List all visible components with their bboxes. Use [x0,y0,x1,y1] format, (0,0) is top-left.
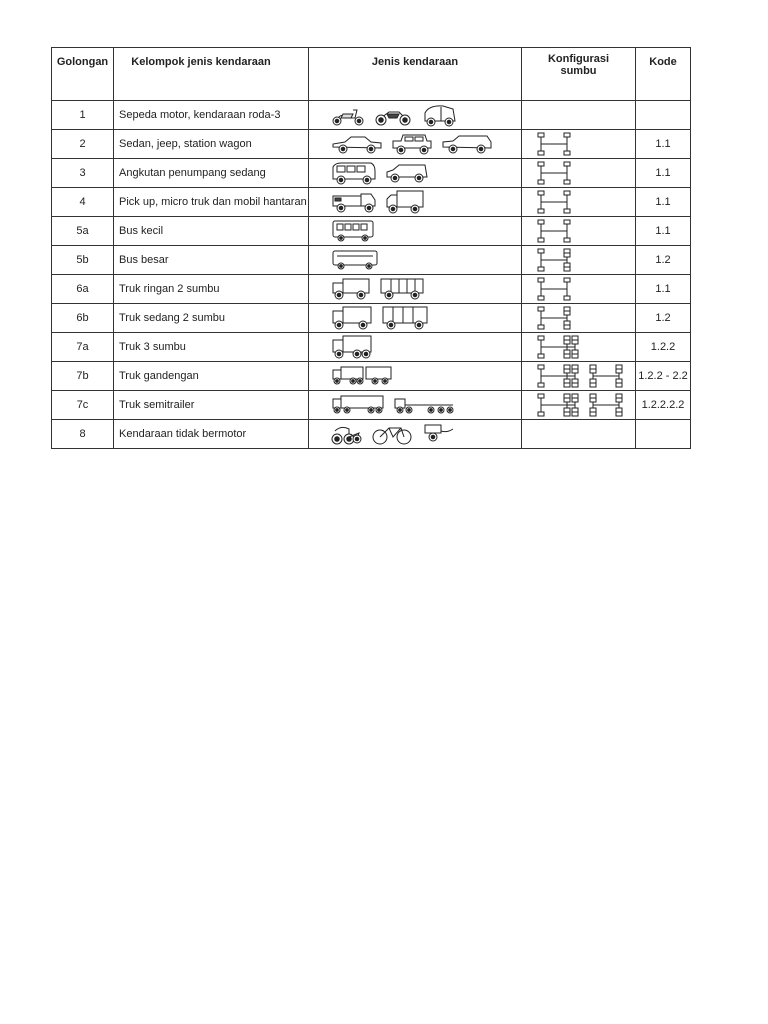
table-row [52,246,691,275]
kelompok-cell: Truk gandengan [114,362,309,391]
golongan-cell: 1 [52,101,114,130]
kode-cell: 1.2.2.2.2 [636,391,691,420]
konfigurasi-cell [522,391,636,420]
konfigurasi-cell [522,101,636,130]
konfigurasi-cell [522,188,636,217]
table-row [52,420,691,449]
light-truck-icon [331,277,371,301]
jenis-cell [309,217,522,246]
table-row [52,101,691,130]
konfigurasi-cell [522,420,636,449]
jenis-cell [309,188,522,217]
scooter-icon [331,104,365,126]
kode-cell: 1.1 [636,188,691,217]
axle-config-icon [536,218,574,244]
van-icon [385,162,429,184]
kelompok-cell: Angkutan penumpang sedang [114,159,309,188]
jenis-cell [309,130,522,159]
golongan-cell: 3 [52,159,114,188]
header-row [52,48,691,101]
table-row [52,217,691,246]
light-cargo-truck-icon [379,277,425,301]
axle-config-icon [536,276,574,302]
table-row [52,333,691,362]
axle-config-icon [536,363,626,389]
kelompok-cell: Truk sedang 2 sumbu [114,304,309,333]
jenis-cell [309,420,522,449]
kode-cell: 1.1 [636,217,691,246]
kode-cell: 1.2.2 [636,333,691,362]
header-kode: Kode [636,48,691,101]
kelompok-cell: Truk 3 sumbu [114,333,309,362]
konfigurasi-cell [522,159,636,188]
truck-trailer-icon [331,365,393,387]
kelompok-cell: Sepeda motor, kendaraan roda-3 [114,101,309,130]
minibus-icon [331,161,377,185]
kode-cell [636,420,691,449]
golongan-cell: 8 [52,420,114,449]
axle-config-icon [536,247,574,273]
header-golongan: Golongan [52,48,114,101]
golongan-cell: 5b [52,246,114,275]
konfigurasi-cell [522,304,636,333]
golongan-cell: 2 [52,130,114,159]
golongan-cell: 7a [52,333,114,362]
kode-cell: 1.2 [636,304,691,333]
table-row [52,159,691,188]
pickup-icon [331,190,377,214]
header-jenis: Jenis kendaraan [309,48,522,101]
axle-config-icon [536,334,582,360]
bicycle-icon [371,422,413,446]
konfigurasi-cell [522,217,636,246]
station-wagon-icon [441,134,493,154]
kelompok-cell: Truk semitrailer [114,391,309,420]
jenis-cell [309,101,522,130]
axle-config-icon [536,189,574,215]
konfigurasi-cell [522,333,636,362]
konfigurasi-cell [522,246,636,275]
large-bus-icon [331,249,379,271]
jenis-cell [309,391,522,420]
jeep-icon [391,133,433,155]
jenis-cell [309,333,522,362]
golongan-cell: 6b [52,304,114,333]
golongan-cell: 6a [52,275,114,304]
kelompok-cell: Bus besar [114,246,309,275]
box-truck-icon [385,189,425,215]
semitrailer-icon [331,394,385,416]
axle-config-icon [536,160,574,186]
header-kelompok: Kelompok jenis kendaraan [114,48,309,101]
jenis-cell [309,362,522,391]
table-row [52,130,691,159]
kelompok-cell: Kendaraan tidak bermotor [114,420,309,449]
kode-cell: 1.2 [636,246,691,275]
motorcycle-icon [373,104,413,126]
golongan-cell: 5a [52,217,114,246]
axle-config-icon [536,392,626,418]
jenis-cell [309,159,522,188]
jenis-cell [309,275,522,304]
konfigurasi-cell [522,362,636,391]
jenis-cell [309,246,522,275]
axle-config-icon [536,131,574,157]
table-row [52,275,691,304]
small-bus-icon [331,219,375,243]
kelompok-cell: Truk ringan 2 sumbu [114,275,309,304]
kelompok-cell: Pick up, micro truk dan mobil hantaran [114,188,309,217]
golongan-cell: 7c [52,391,114,420]
medium-cargo-truck-icon [381,305,429,331]
kode-cell [636,101,691,130]
pedicab-icon [331,423,363,445]
golongan-cell: 4 [52,188,114,217]
kode-cell: 1.2.2 - 2.2 [636,362,691,391]
table-row [52,391,691,420]
vehicle-classification-table [51,47,691,449]
sedan-icon [331,134,383,154]
three-axle-truck-icon [331,334,373,360]
golongan-cell: 7b [52,362,114,391]
table-row [52,304,691,333]
kelompok-cell: Bus kecil [114,217,309,246]
kelompok-cell: Sedan, jeep, station wagon [114,130,309,159]
table-row [52,362,691,391]
semitrailer-long-icon [393,394,455,416]
jenis-cell [309,304,522,333]
table-row [52,188,691,217]
kode-cell: 1.1 [636,130,691,159]
header-konfigurasi: Konfigurasi sumbu [522,48,636,101]
medium-truck-icon [331,305,373,331]
kode-cell: 1.1 [636,275,691,304]
axle-config-icon [536,305,574,331]
konfigurasi-cell [522,130,636,159]
three-wheeler-icon [421,103,459,127]
konfigurasi-cell [522,275,636,304]
cart-icon [421,423,455,445]
kode-cell: 1.1 [636,159,691,188]
